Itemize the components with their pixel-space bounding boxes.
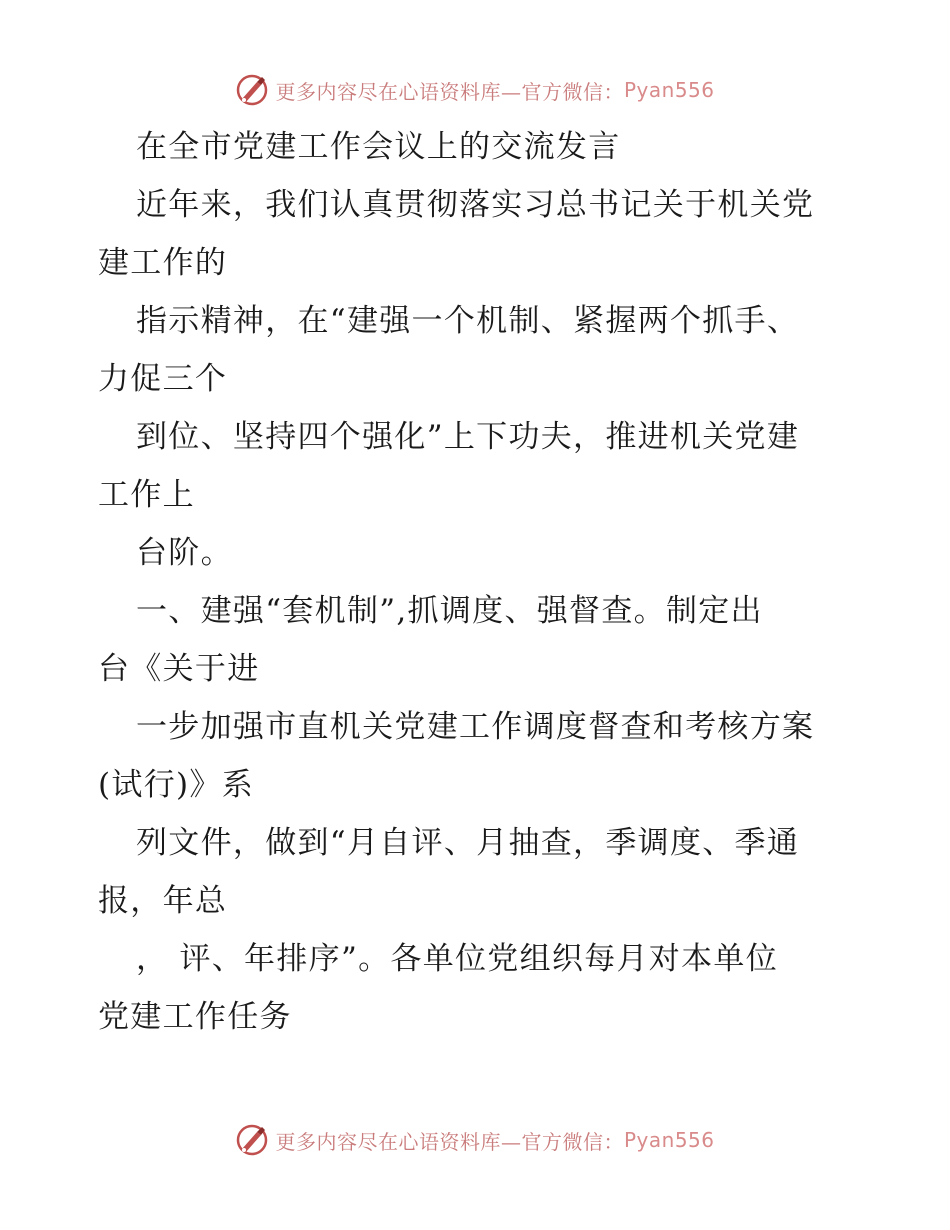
doc-line: 台阶。	[136, 535, 233, 571]
doc-line: 力促三个	[98, 361, 228, 397]
doc-line: 一步加强市直机关党建工作调度督查和考核方案	[136, 709, 815, 745]
doc-line: ， 评、年排序”。各单位党组织每月对本单位	[136, 941, 778, 977]
doc-line: 建工作的	[98, 245, 228, 281]
watermark-text: 更多内容尽在心语资料库—官方微信：	[275, 1129, 624, 1154]
doc-line: 台《关于进	[98, 651, 260, 687]
doc-line: 指示精神，在“建强一个机制、紧握两个抓手、	[136, 303, 800, 339]
doc-line: 一、建强“套机制”,抓调度、强督查。制定出	[136, 593, 763, 629]
watermark-text: 更多内容尽在心语资料库—官方微信：	[275, 79, 624, 104]
header-watermark	[0, 70, 950, 110]
pen-logo-icon	[235, 73, 269, 107]
doc-line: 列文件，做到“月自评、月抽查，季调度、季通	[136, 825, 800, 861]
footer-watermark	[0, 1120, 950, 1160]
document-body	[98, 118, 858, 1046]
doc-line: 报，年总	[98, 883, 228, 919]
doc-line: 工作上	[98, 477, 195, 513]
watermark-wechat-id: Pyan556	[623, 1128, 715, 1152]
doc-line: (试行)》系	[98, 767, 254, 803]
doc-line: 在全市党建工作会议上的交流发言	[136, 129, 621, 165]
pen-logo-icon	[235, 1123, 269, 1157]
doc-line: 党建工作任务	[98, 999, 292, 1035]
doc-line: 到位、坚持四个强化”上下功夫，推进机关党建	[136, 419, 800, 455]
doc-line: 近年来，我们认真贯彻落实习总书记关于机关党	[136, 187, 815, 223]
watermark-wechat-id: Pyan556	[623, 78, 715, 102]
